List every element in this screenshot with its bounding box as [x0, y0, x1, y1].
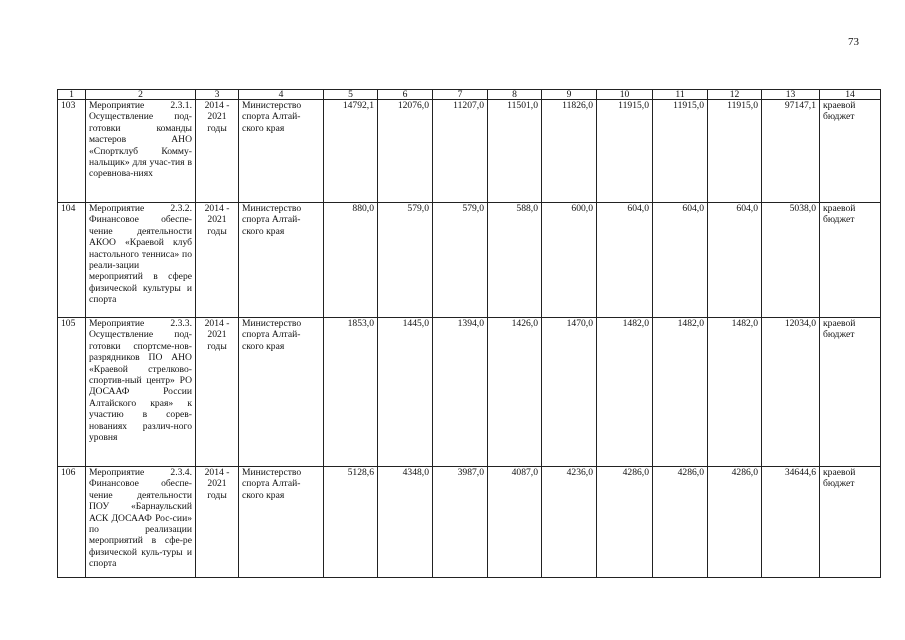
- period-cell: 2014 - 2021 годы: [196, 203, 239, 318]
- value-cell: 4236,0: [542, 467, 597, 578]
- executor-cell: Министерство спорта Алтай-ского края: [239, 100, 324, 203]
- column-header: 6: [378, 90, 433, 100]
- total-cell: 97147,1: [762, 100, 820, 203]
- executor-cell: Министерство спорта Алтай-ского края: [239, 318, 324, 467]
- total-cell: 5038,0: [762, 203, 820, 318]
- value-cell: 1394,0: [433, 318, 488, 467]
- column-header: 7: [433, 90, 488, 100]
- column-header: 11: [653, 90, 708, 100]
- table-row: [58, 318, 881, 467]
- event-description: Мероприятие 2.3.1. Осуществление под-готовки команды мастеров АНО «Спортклуб Комму-нальщик» для учас-тия в соревнова-ниях: [86, 100, 196, 203]
- executor-cell: Министерство спорта Алтай-ского края: [239, 467, 324, 578]
- period-cell: 2014 - 2021 годы: [196, 100, 239, 203]
- program-table: [57, 89, 881, 578]
- value-cell: 1470,0: [542, 318, 597, 467]
- table-row: [58, 203, 881, 318]
- value-cell: 3987,0: [433, 467, 488, 578]
- funding-source-cell: краевой бюджет: [820, 100, 881, 203]
- value-cell: 1426,0: [488, 318, 542, 467]
- value-cell: 11915,0: [653, 100, 708, 203]
- value-cell: 5128,6: [324, 467, 378, 578]
- funding-source-cell: краевой бюджет: [820, 203, 881, 318]
- column-header: 2: [86, 90, 196, 100]
- period-cell: 2014 - 2021 годы: [196, 318, 239, 467]
- value-cell: 1853,0: [324, 318, 378, 467]
- funding-source-cell: краевой бюджет: [820, 467, 881, 578]
- value-cell: 604,0: [708, 203, 762, 318]
- event-description: Мероприятие 2.3.2. Финансовое обеспе-чение деятельности АКОО «Краевой клуб настольного тенниса» по реали-зации мероприятий в сфере физической культуры и спорта: [86, 203, 196, 318]
- value-cell: 604,0: [597, 203, 653, 318]
- value-cell: 1445,0: [378, 318, 433, 467]
- value-cell: 4286,0: [653, 467, 708, 578]
- column-header: 14: [820, 90, 881, 100]
- column-header: 10: [597, 90, 653, 100]
- page-number: 73: [848, 36, 859, 48]
- value-cell: 1482,0: [708, 318, 762, 467]
- value-cell: 4286,0: [597, 467, 653, 578]
- table-row: [58, 467, 881, 578]
- value-cell: 604,0: [653, 203, 708, 318]
- value-cell: 11826,0: [542, 100, 597, 203]
- column-header: 4: [239, 90, 324, 100]
- column-header: 13: [762, 90, 820, 100]
- value-cell: 4348,0: [378, 467, 433, 578]
- period-cell: 2014 - 2021 годы: [196, 467, 239, 578]
- value-cell: 11915,0: [597, 100, 653, 203]
- event-description: Мероприятие 2.3.3. Осуществление под-готовки спортсме-нов-разрядников ПО АНО «Краевой стрелково-спортив-ный центр» РО ДОСААФ России Алтайского края» к участию в сорев-нованиях различ-ного уровня: [86, 318, 196, 467]
- value-cell: 4087,0: [488, 467, 542, 578]
- value-cell: 1482,0: [653, 318, 708, 467]
- header-row: [58, 90, 881, 100]
- column-header: 3: [196, 90, 239, 100]
- funding-source-cell: краевой бюджет: [820, 318, 881, 467]
- column-header: 1: [58, 90, 86, 100]
- row-number: 105: [58, 318, 86, 467]
- row-number: 104: [58, 203, 86, 318]
- value-cell: 1482,0: [597, 318, 653, 467]
- value-cell: 579,0: [378, 203, 433, 318]
- value-cell: 880,0: [324, 203, 378, 318]
- value-cell: 11915,0: [708, 100, 762, 203]
- value-cell: 11501,0: [488, 100, 542, 203]
- row-number: 106: [58, 467, 86, 578]
- value-cell: 14792,1: [324, 100, 378, 203]
- total-cell: 12034,0: [762, 318, 820, 467]
- event-description: Мероприятие 2.3.4. Финансовое обеспе-чение деятельности ПОУ «Барнаульский АСК ДОСААФ Рос-сии» по реализации мероприятий в сфе-ре физической куль-туры и спорта: [86, 467, 196, 578]
- value-cell: 11207,0: [433, 100, 488, 203]
- value-cell: 588,0: [488, 203, 542, 318]
- column-header: 9: [542, 90, 597, 100]
- value-cell: 12076,0: [378, 100, 433, 203]
- table-row: [58, 100, 881, 203]
- total-cell: 34644,6: [762, 467, 820, 578]
- executor-cell: Министерство спорта Алтай-ского края: [239, 203, 324, 318]
- value-cell: 579,0: [433, 203, 488, 318]
- column-header: 12: [708, 90, 762, 100]
- value-cell: 600,0: [542, 203, 597, 318]
- column-header: 5: [324, 90, 378, 100]
- value-cell: 4286,0: [708, 467, 762, 578]
- row-number: 103: [58, 100, 86, 203]
- column-header: 8: [488, 90, 542, 100]
